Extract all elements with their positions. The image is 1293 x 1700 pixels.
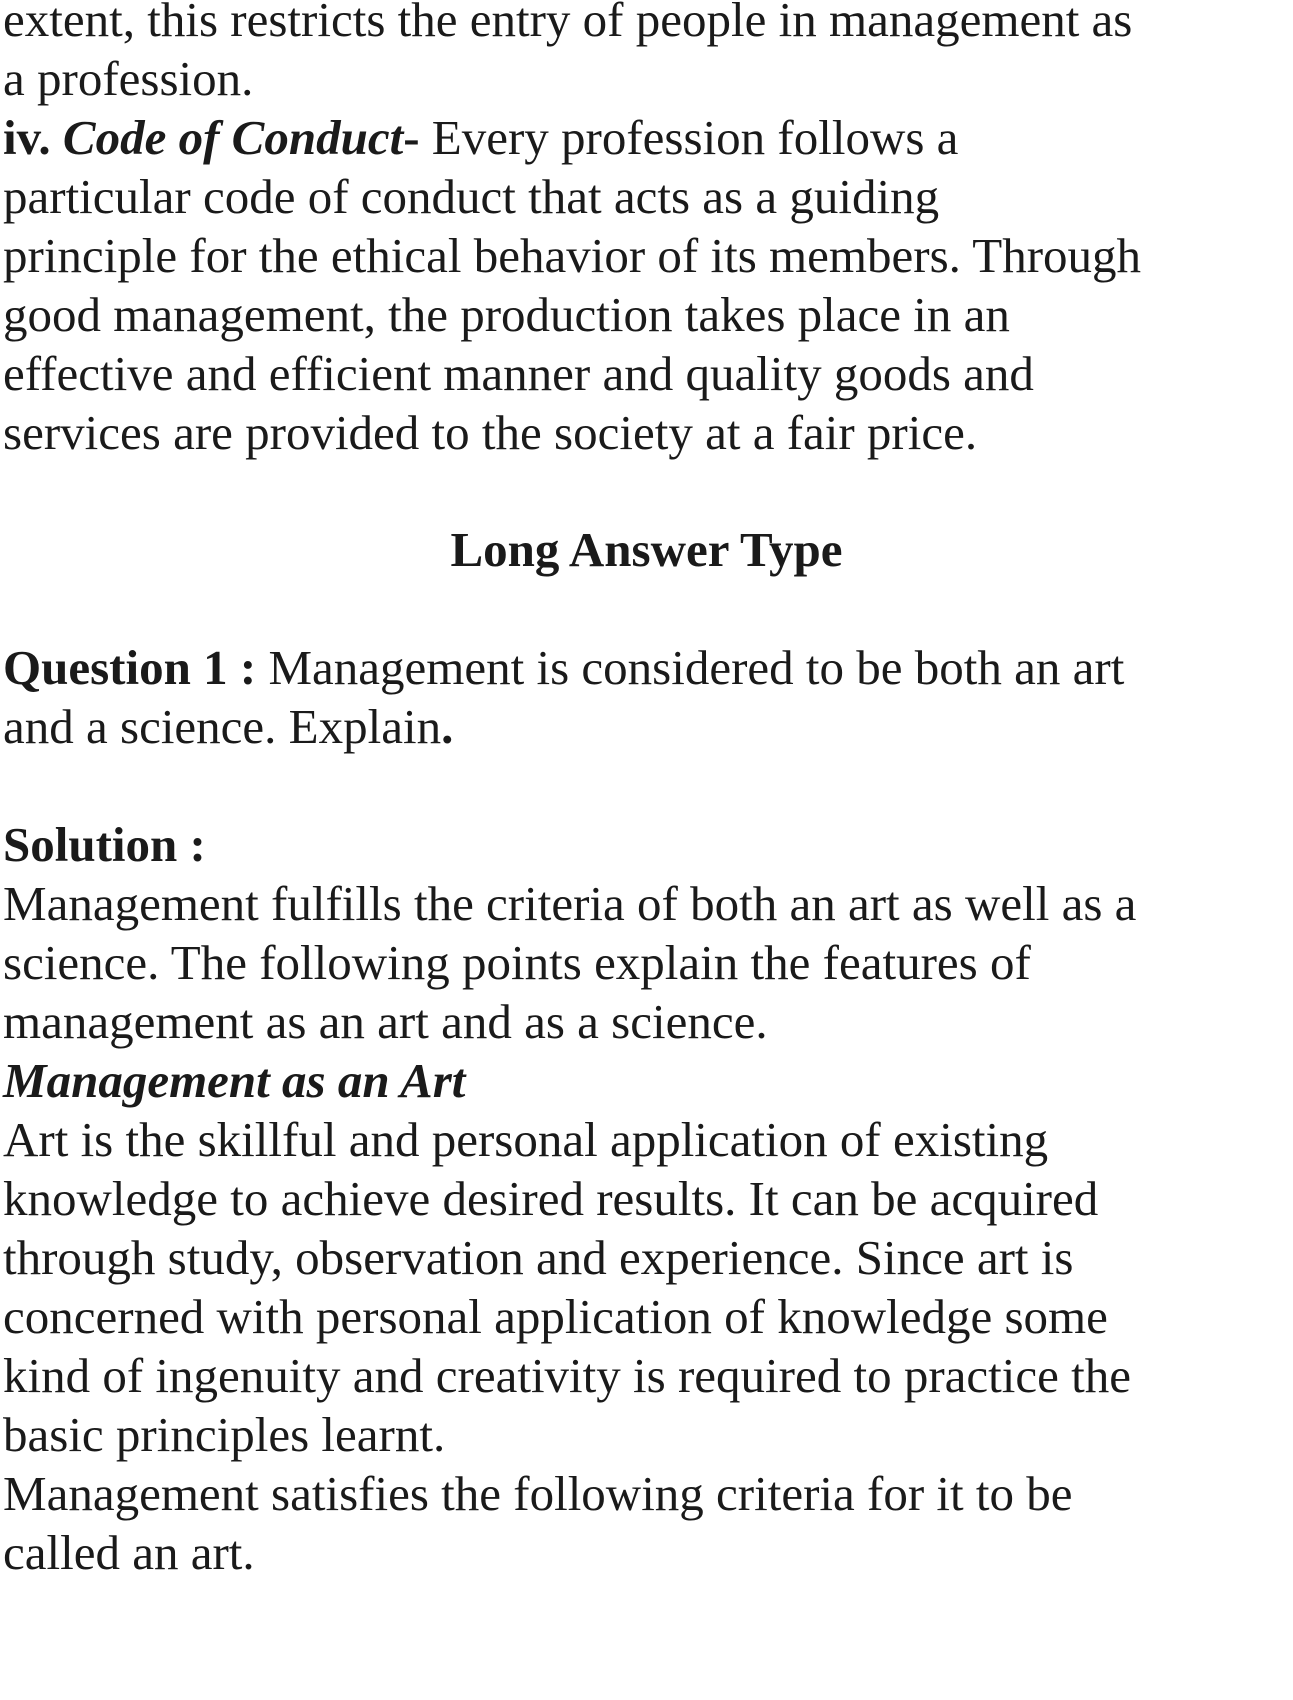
text-line: Management satisfies the following criteria for it to be [3, 1466, 1073, 1521]
text-line: effective and efficient manner and quality goods and [3, 346, 1034, 401]
text-line: science. The following points explain the features of [3, 935, 1031, 990]
text-line: concerned with personal application of knowledge some [3, 1289, 1108, 1344]
question-text: Management is considered to be both an art [256, 640, 1125, 695]
text-line: Art is the skillful and personal application of existing [3, 1112, 1049, 1167]
code-of-conduct-first-line [3, 106, 958, 170]
item-number: iv. [3, 110, 51, 165]
text-line: through study, observation and experience. Since art is [3, 1230, 1074, 1285]
text-line: basic principles learnt. [3, 1407, 446, 1462]
question-text: and a science. Explain [3, 699, 442, 754]
question-line [3, 636, 1124, 700]
question-period: . [441, 699, 454, 754]
text-line: Management fulfills the criteria of both an art as well as a [3, 876, 1137, 931]
text-line: particular code of conduct that acts as a guiding [3, 169, 940, 224]
text-line: good management, the production takes place in an [3, 287, 1010, 342]
text-line: knowledge to achieve desired results. It can be acquired [3, 1171, 1099, 1226]
question-label: Question 1 : [3, 640, 257, 695]
text-line: kind of ingenuity and creativity is required to practice the [3, 1348, 1131, 1403]
text-line: called an art. [3, 1525, 255, 1580]
item-text: Every profession follows a [419, 110, 959, 165]
text-line: principle for the ethical behavior of its members. Through [3, 228, 1142, 283]
solution-label: Solution : [3, 817, 206, 872]
text-line: extent, this restricts the entry of people in management as [3, 0, 1133, 47]
question-line [3, 695, 453, 759]
subsection-heading: Management as an Art [3, 1053, 466, 1108]
item-title: Code of Conduct [62, 110, 404, 165]
section-heading: Long Answer Type [450, 522, 843, 577]
text-line: a profession. [3, 51, 254, 106]
item-dash: - [403, 110, 420, 165]
text-line: management as an art and as a science. [3, 994, 768, 1049]
text-line: services are provided to the society at a fair price. [3, 405, 978, 460]
